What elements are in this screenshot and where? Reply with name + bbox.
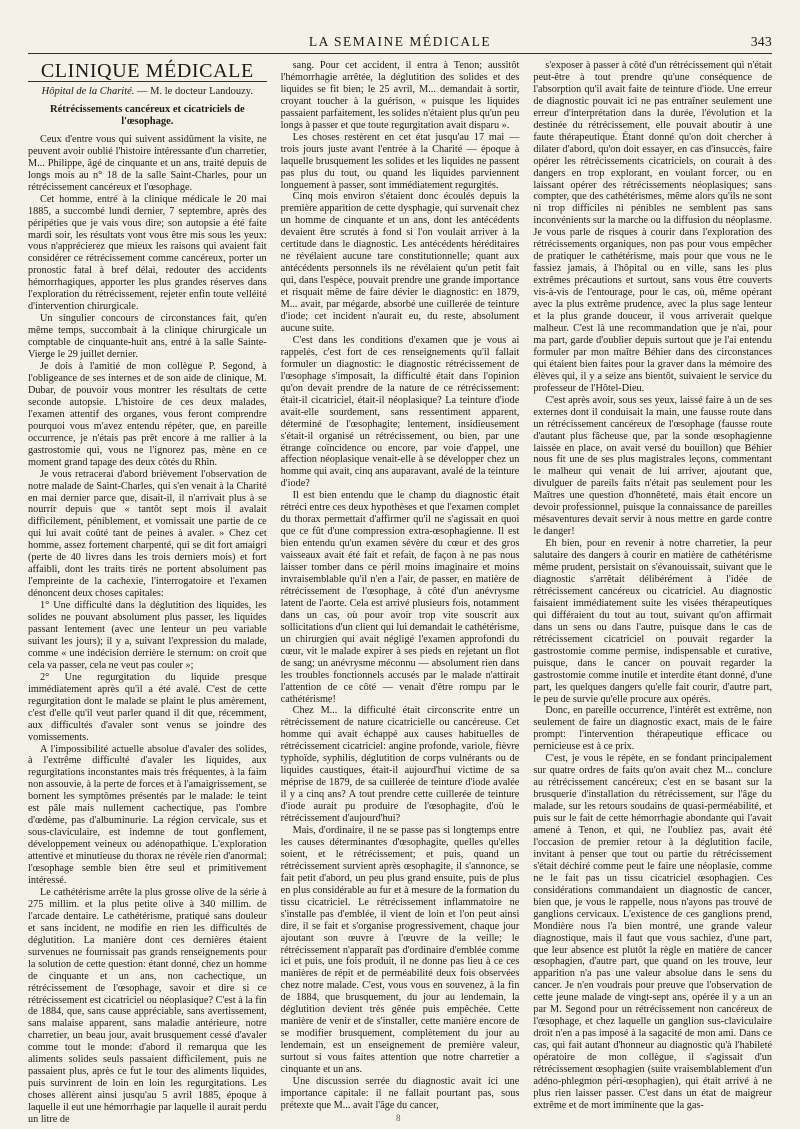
- paragraph: Un singulier concours de circonstances fait, qu'en même temps, succombait à la clinique chirurgicale un comptable de cinquante-huit ans, entré à la salle Sainte-Vierge le 29 juillet dernier.: [28, 313, 267, 361]
- hospital-name: Hôpital de la Charité.: [41, 85, 135, 97]
- paragraph: Les choses restèrent en cet état jusqu'au 17 mai — trois jours juste avant l'entrée à la Charité — époque à laquelle brusquement les solides et les liquides ne passent pas plus du tout, ou quand les liquides parviennent longuement à passer, sont immédiatement regurgités.: [280, 131, 520, 191]
- paragraph: Une discussion serrée du diagnostic avait ici une importance capitale: il ne fallait pourtant pas, sous prétexte que M... avait l'âge du cancer,: [280, 1076, 520, 1111]
- paragraph: C'est dans les conditions d'examen que je vous ai rappelés, c'est fort de ces renseignements qu'il fallait formuler un diagnostic: le diagnostic rétrécissement de l'œsophage s'imposait, la difficulté était dans l'opinion qu'on devait prendre de la nature de ce rétrécissement: était-il cicatriciel, était-il néoplasique? La teinture d'iode avait-elle sourdement, sans ressentiment apparent, déterminé de l'œsophagite; lentement, insidieusement s'était-il organisé un rétrécissement, ou bien, par une étrange coïncidence ou encore, par voie d'appel, une affection néoplasique venait-elle à se développer chez un homme qui avait, cinq ans auparavant, avalé de la teinture d'iode?: [280, 334, 520, 490]
- header-rule: [28, 53, 772, 54]
- article-title: Rétrécissements cancéreux et cicatriciels de l'œsophage.: [50, 103, 245, 127]
- paragraph: Mais, d'ordinaire, il ne se passe pas si longtemps entre les causes déterminantes d'œsophagite, quelles qu'elles soient, et le rétrécissement; et puis, quand un rétrécissement survient après œsophagite, il s'annonce, se fait petit d'abord, un peu plus grand ensuite, puis de plus en plus considérable au fur et à mesure de la formation du tissu cicatriciel. Le rétrécissement inflammatoire ne s'installe pas d'emblée, il vient de loin et l'on peut ainsi dire, il se fait et s'organise progressivement, chaque jour ajoutant son œuvre à l'œuvre de la veille; le rétrécissement n'apparaît pas d'ordinaire d'emblée comme ici et puis, une fois produit, il ne donne pas lieu à ce ces manières de répit et de perméabilité deux fois observées chez notre malade. C'est, vous vous en souvenez, à la fin de 1884, que brusquement, du jour au lendemain, la déglutition devient très gênée puis empêchée. Cette manière de venir et de s'installer, cette manière encore de se modifier brusquement, complètement du jour au lendemain, est un enseignement de première valeur, surtout si vous faites attention que notre charretier a cinquante et un ans.: [280, 825, 520, 1076]
- journal-title: LA SEMAINE MÉDICALE: [308, 34, 492, 49]
- text-columns: [28, 60, 773, 1126]
- running-head: [28, 34, 772, 52]
- paragraph: Cet homme, entré à la clinique médicale le 20 mai 1885, a succombé lundi dernier, 7 septembre, après des péripéties que je vais vous dire; son autopsie a été faite mardi soir, les résultats vont vous être mis sous les yeux: vous n'apprécierez que mieux les raisons qui avaient fait considérer ce rétrécissement comme cancéreux, porter un pronostic fatal à bref délai, redouter des accidents hémorrhagiques, apporter les plus grandes réserves dans l'exploration du rétrécissement, rejeter enfin toute velléité d'intervention chirurgicale.: [28, 193, 267, 313]
- paragraph: Ceux d'entre vous qui suivent assidûment la visite, ne peuvent avoir oublié l'histoire intéressante d'un charretier, M... Philippe, âgé de cinquante et un ans, traité depuis de longs mois au n° 18 de la salle Saint-Charles, pour un rétrécissement cancéreux et l'œsophage.: [28, 133, 267, 193]
- paragraph: C'est après avoir, sous ses yeux, laissé faire à un de ses externes dont il conduisait la main, une fausse route dans un rétrécissement cancéreux de l'œsophage (fausse route d'autant plus fâcheuse que, par la sonde œsophagienne laissée en place, on avait versé du bouillon) que Béhier nous fit une de ses plus magistrales leçons, commentant le malheur qui venait de lui arriver, ajoutant que, divulguer de pareils faits n'était pas seulement pour les Maîtres une question d'honnêteté, mais était encore un devoir professionnel, puisque la connaissance de pareilles mésaventures devait servir à nous mettre en garde contre le danger!: [533, 394, 773, 538]
- paragraph: Cinq mois environ s'étaient donc écoulés depuis la première apparition de cette dysphagie, qui survenait chez un homme de cinquante et un ans, dont les antécédents devaient être scrutés à fond si l'on voulait arriver à la certitude dans le diagnostic. Les antécédents héréditaires ne révélaient aucune tare constitutionnelle; quant aux antécédents personnels ils ne révélaient qu'un petit fait qui, dans l'espèce, pouvait prendre une grande importance et risquait même de faire dévier le diagnostic: en 1879, M... avait, par mégarde, absorbé une cuillerée de teinture d'iode; cet incident n'aurait eu, du reste, absolument aucune suite.: [280, 191, 520, 334]
- paragraph: A l'impossibilité actuelle absolue d'avaler des solides, à l'extrême difficulté d'avaler les liquides, aux regurgitations inconstantes mais très fréquentes, à la faim non assouvie, à la perte de forces et à l'amaigrissement, se bornent les symptômes présentés par le malade: le teint est pâle mais nullement cachectique, pas l'ombre d'œdème, pas d'albuminurie. La région cervicale, sus et sous-claviculaire, est indemne de tout gonflement, développement veineux ou adénopathique. L'exploration attentive et minutieuse du thorax ne révèle rien d'anormal: l'œsophage semble bien être seul et primitivement intéressé.: [28, 743, 267, 886]
- column-body: [533, 60, 772, 1112]
- column-body: [28, 134, 267, 1126]
- paragraph: sang. Pour cet accident, il entra à Tenon; aussitôt l'hémorrhagie arrêtée, la déglutition des solides et des liquides se fit bien; le 25 avril, M... demandait à sortir, croyant toucher à la guérison, « puisque les liquides passaient parfaitement, les solides n'étaient plus qu'un peu longs à passer et que toute regurgitation avait disparu ».: [280, 60, 520, 131]
- paragraph: 2° Une regurgitation du liquide presque immédiatement après qu'il a été avalé. C'est de cette regurgitation dont le malade se plaint le plus amèrement, c'est d'elle qu'il veut parler quand il dit que, récemment, aux difficultés d'avaler sont venus se joindre des vomissements.: [28, 671, 267, 743]
- column-body: [281, 60, 520, 1112]
- column-3: [533, 60, 773, 1111]
- column-2: [280, 60, 520, 1111]
- paragraph: Il est bien entendu que le champ du diagnostic était rétréci entre ces deux hypothèses et que l'examen complet du thorax permettait d'affirmer qu'il ne s'agissait en quoi que ce fût d'une compression extra-œsophagienne. Il est bien entendu qu'un examen sévère du cœur et des gros vaisseaux avait été fait et refait, de façon à ne pas nous laisser tomber dans ce péril moins imaginaire et moins invraisemblable qu'il n'en a l'air, de passer, en matière de rétrécissement de l'œsophage, à côté d'un anévrysme latent de l'aorte. Cela est arrivé plusieurs fois, notamment dans un cas, où pour avoir trop vite souscrit aux sollicitations d'un client qui lui demandait le cathétérisme, un chirurgien qui avait négligé l'examen approfondi du cœur, vit le malade expirer à ses pieds en rejetant un flot de sang; un anévrysme méconnu — absolument rien dans les troubles fonctionnels accusés par le malade n'attirait l'attention de ce côté — venait d'être rompu par le cathétérisme!: [280, 490, 520, 705]
- footer-mark: 8: [396, 1113, 401, 1123]
- paragraph: Chez M... la difficulté était circonscrite entre un rétrécissement de nature cicatricielle ou cancéreuse. Cet homme qui avait échappé aux causes habituelles de rétrécissement cicatriciel: angine profonde, variole, fièvre typhoïde, syphilis, déglutition de corps vulnérants ou de liquides caustiques, était-il aujourd'hui victime de sa méprise de 1879, de sa cuillerée de teinture d'iode avalée il y a cinq ans? A tout prendre cette cuillerée de teinture d'iode aurait pu produire de l'œsophagite, d'où le rétrécissement d'aujourd'hui?: [280, 705, 520, 825]
- paragraph: Je vous retracerai d'abord brièvement l'observation de notre malade de Saint-Charles, qui s'en venait à la Charité en mai dernier parce que, disait-il, il n'arrivait plus à se nourrir depuis que « tantôt sept mois il avalait difficilement, péniblement, et vomissait une partie de ce qui lui avait coûté tant de peines à avaler. » Chez cet homme, assez fortement charpenté, qui se dit fort amaigri (perte de 40 livres dans les trois derniers mois) et fort affaibli, dont les traits tirés ne portent absolument pas l'empreinte de la cachexie, l'interrogatoire et l'examen dénoncent deux choses capitales:: [28, 468, 267, 600]
- byline: [28, 86, 267, 98]
- section-title: CLINIQUE MÉDICALE: [40, 60, 254, 82]
- column-1: [28, 60, 267, 1126]
- paragraph: s'exposer à passer à côté d'un rétrécissement qui n'était peut-être à tout prendre qu'une conséquence de l'absorption qu'il avait faite de teinture d'iode. Une erreur de diagnostic pouvait ici ne pas entraîner seulement une erreur d'interprétation dans la durée, l'évolution et la destinée du rétrécissement, elle pouvait aboutir à une faute thérapeutique. Étant donné qu'on doit chercher à dilater d'abord, qu'on doit essayer, en cas d'insuccès, faire opérer les rétrécissements cicatriciels, on courait à des dangers en trop explorant, en voulant forcer, ou en laissant opérer des rétrécissements néoplasiques; sans compter, que des cathétérismes, même alors qu'ils ne sont ni trop difficiles ni pénibles ne semblent pas sans inconvénients sur la marche ou la diffusion du néoplasme. Je vous parle de risques à courir dans l'exploration des rétrécissements organiques, non pas pour vous empêcher de pratiquer le cathétérisme, mais pour que vous ne le fassiez jamais, à l'hôpital ou en ville, sans les plus extrêmes précautions et surtout, sans vous être couverts vis-à-vis de l'entourage, pour le cas, où, même opérant avec la plus extrême prudence, avec la plus sage lenteur et la plus grande douceur, il vous arriverait quelque malheur. C'est là une recommandation que je n'ai, pour ma part, garde d'oublier depuis surtout que je l'ai entendu formuler par mon maître Béhier dans des circonstances qui étaient bien faites pour la graver dans la mémoire des élèves qui, il y a seize ans bientôt, suivaient le service du professeur de l'Hôtel-Dieu.: [533, 60, 773, 394]
- page-number: 343: [750, 34, 772, 49]
- author-name: — M. le docteur Landouzy.: [137, 85, 253, 97]
- paragraph: Donc, en pareille occurrence, l'intérêt est extrême, non seulement de faire un diagnostic exact, mais de le faire prompt: l'intervention thérapeutique efficace ou pernicieuse est à ce prix.: [533, 705, 773, 753]
- paragraph: C'est, je vous le répète, en se fondant principalement sur quatre ordres de faits qu'on avait chez M... conclure au rétrécissement cancéreux; c'est en se basant sur la brusquerie d'installation du rétrécissement, sur l'âge du malade, sur les retours soudains de quasi-perméabilité, et puis sur le fait de cette hémorrhagie abondante qui l'avait amené à Tenon, et qui, ne l'oubliez pas, avait été l'occasion de premier retour à la déglutition facile, invitant à penser que tout ou partie du rétrécissement s'était déchiré comme peut le faire une néoplasie, comme ne le fait pas un tissu cicatriciel œsophagien. Ces considérations commandaient un diagnostic de cancer, bien que, je vous le rappelle, nous n'ayons pas trouvé de ganglions cervicaux. L'existence de ces ganglions prend, Mondière nous l'a bien montré, une grande valeur diagnostique, mais il faut que vous sachiez, d'une part, que leur absence est plutôt la règle en matière de cancer œsophagien, d'autre part, que quand on les trouve, leur apparition n'a pas une valeur absolue dans le sens du cancer. Je n'en voudrais pour preuve que l'observation de cette jeune malade de vingt-sept ans, opérée il y a un an par M. Segond pour un rétrécissement non cancéreux de l'œsophage, et chez laquelle un ganglion sus-claviculaire droit n'en a pas imposé à la sagacité de mon ami. Dans ce cas, qui fait autant d'honneur au diagnostic qu'à l'habileté opératoire de mon collègue, il s'agissait d'un rétrécissement œsophagien (suite vraisemblablement d'un adéno-phlegmon péri-œsophagien), qui était arrivé à ne plus rien laisser passer. C'est dans un état de maigreur extrême et de mort imminente que la gas-: [533, 753, 773, 1111]
- paragraph: 1° Une difficulté dans la déglutition des liquides, les solides ne pouvant absolument plus passer, les liquides passant lentement (avec une lenteur un peu variable suivant les jours); il y a, suivant l'expression du malade, comme « une indécision derrière le sternum: on croit que cela va passer, cela ne veut pas couler »;: [28, 600, 267, 671]
- paragraph: Eh bien, pour en revenir à notre charretier, la peur salutaire des dangers à courir en matière de cathétérisme même prudent, persistait on s'évanouissait, suivant que le diagnostic s'arrêtait délibérément à l'idée de rétrécissement cancéreux ou cicatriciel. Au diagnostic faisaient immédiatement suite les visées thérapeutiques qui différaient du tout au tout, suivant qu'on affirmait dans un sens ou dans l'autre, puisque dans le cas de rétrécissement cicatriciel on pouvait regarder la gastrostomie comme permise, indispensable et curative, puisque, dans le cancer on pouvait regarder la gastrostomie comme inutile et interdite étant donné, d'une part, les quelques dangers qu'elle fait courir, d'autre part, le peu de survie qu'elle procure aux opérés.: [533, 538, 773, 705]
- paragraph: Le cathétérisme arrête la plus grosse olive de la série à 275 millim. et la plus petite olive à 340 millim. de l'arcade dentaire. Le cathétérisme, pratiqué sans douleur et sans incident, ne modifie en rien les difficultés de déglutition. La manière dont ces dernières étaient survenues ne fournissait pas grands renseignements pour la solution de cette question: étant donné, chez un homme de cinquante et un ans, non cachectique, un rétrécissement de l'œsophage, savoir et dire si ce rétrécissement est cicatriciel ou néoplasique? C'est à la fin de 1884, que, sans cause appréciable, sans avertissement, sans malaise apparent, sans maladie antérieure, notre charretier, un beau jour, avait brusquement cessé d'avaler comme tout le monde: d'abord il remarqua que les aliments solides seuls passaient difficilement, puis ne passaient plus, après ce fut le tour des aliments liquides, puis survinrent de loin en loin les regurgitations. Les choses allèrent ainsi jusqu'au 5 avril 1885, époque à laquelle il eut une hémorrhagie par laquelle il aurait perdu un litre de: [28, 886, 267, 1126]
- paragraph: Je dois à l'amitié de mon collègue P. Segond, à l'obligeance de ses internes et de son aide de clinique, M. Dubar, de pouvoir vous montrer les résultats de cette seconde autopsie. L'histoire de ces deux malades, l'examen attentif des organes, vous feront comprendre pourquoi vous m'avez entendu répéter, que, en pareille occurrence, je n'étais pas prêt encore à me rallier à la gastrostomie qui, vous ne l'ignorez pas, mène en ce moment grand tapage des deux côtés du Rhin.: [28, 361, 267, 468]
